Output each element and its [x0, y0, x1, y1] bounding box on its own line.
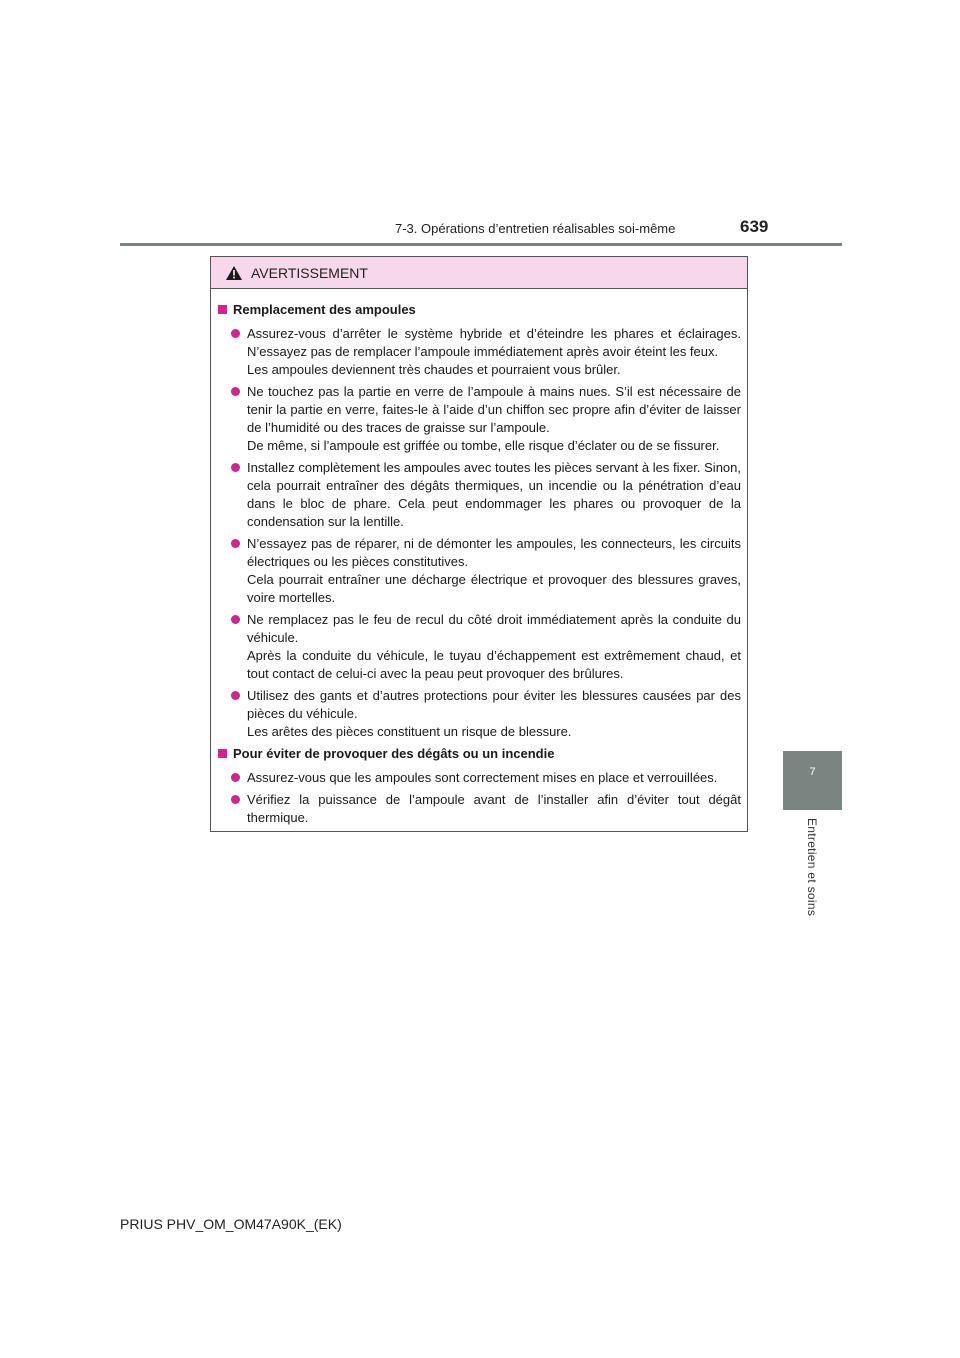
round-bullet-icon	[231, 795, 240, 804]
chapter-title: Entretien et soins	[805, 818, 819, 917]
warning-section-heading	[217, 745, 741, 763]
list-item	[217, 535, 741, 607]
round-bullet-icon	[231, 615, 240, 624]
round-bullet-icon	[231, 387, 240, 396]
list-item	[217, 791, 741, 827]
list-item	[217, 769, 741, 787]
list-item	[217, 687, 741, 741]
list-item-text: Installez complètement les ampoules avec toutes les pièces servant à les fixer. Sinon, cela pourrait entraîner des dégâts thermiques, un incendie ou la pénétration d’eau dans le bloc de phare. Cela peut endommager les phares ou provoquer de la condensation sur la lentille.	[247, 460, 741, 529]
list-item-text: Utilisez des gants et d’autres protections pour éviter les blessures causées par des pièces du véhicule. Les arêtes des pièces constituent un risque de blessure.	[247, 688, 741, 739]
chapter-tab	[783, 751, 842, 810]
list-item-text: Assurez-vous que les ampoules sont correctement mises en place et verrouillées.	[247, 770, 718, 785]
round-bullet-icon	[231, 539, 240, 548]
warning-body	[211, 289, 747, 827]
chapter-number: 7	[809, 766, 816, 778]
section-heading-text: Pour éviter de provoquer des dégâts ou un incendie	[233, 746, 555, 761]
list-item-text: Vérifiez la puissance de l’ampoule avant de l’installer afin d’éviter tout dégât thermique.	[247, 792, 741, 825]
list-item	[217, 383, 741, 455]
round-bullet-icon	[231, 773, 240, 782]
square-bullet-icon	[218, 749, 227, 758]
round-bullet-icon	[231, 691, 240, 700]
section-title: 7-3. Opérations d’entretien réalisables soi-même	[395, 221, 676, 236]
warning-box	[210, 256, 748, 832]
list-item-text: Assurez-vous d’arrêter le système hybride et d’éteindre les phares et éclairages. N’essayez pas de remplacer l’ampoule immédiatement après avoir éteint les feux. Les ampoules deviennent très chaudes et pourraient vous brûler.	[247, 326, 741, 377]
round-bullet-icon	[231, 329, 240, 338]
warning-header	[211, 257, 747, 289]
section-heading-text: Remplacement des ampoules	[233, 302, 416, 317]
list-item-text: Ne remplacez pas le feu de recul du côté droit immédiatement après la conduite du véhicule. Après la conduite du véhicule, le tuyau d’échappement est extrêmement chaud, et tout contact de celui-ci avec la peau peut provoquer des brûlures.	[247, 612, 741, 681]
square-bullet-icon	[218, 305, 227, 314]
list-item	[217, 459, 741, 531]
list-item-text: N’essayez pas de réparer, ni de démonter les ampoules, les connecteurs, les circuits électriques ou les pièces constitutives. Cela pourrait entraîner une décharge électrique et provoquer des blessures graves, voire mortelles.	[247, 536, 741, 605]
warning-title: AVERTISSEMENT	[251, 264, 368, 281]
page-number: 639	[740, 217, 769, 236]
list-item-text: Ne touchez pas la partie en verre de l’ampoule à mains nues. S’il est nécessaire de tenir la partie en verre, faites-le à l’aide d’un chiffon sec propre afin d’éviter de laisser de l’humidité ou des traces de graisse sur l’ampoule. De même, si l’ampoule est griffée ou tombe, elle risque d’éclater ou de se fissurer.	[247, 384, 741, 453]
list-item	[217, 325, 741, 379]
list-item	[217, 611, 741, 683]
header-divider	[120, 243, 842, 246]
document-code: PRIUS PHV_OM_OM47A90K_(EK)	[120, 1216, 342, 1232]
round-bullet-icon	[231, 463, 240, 472]
warning-section-heading	[217, 301, 741, 319]
warning-triangle-icon	[225, 265, 243, 281]
